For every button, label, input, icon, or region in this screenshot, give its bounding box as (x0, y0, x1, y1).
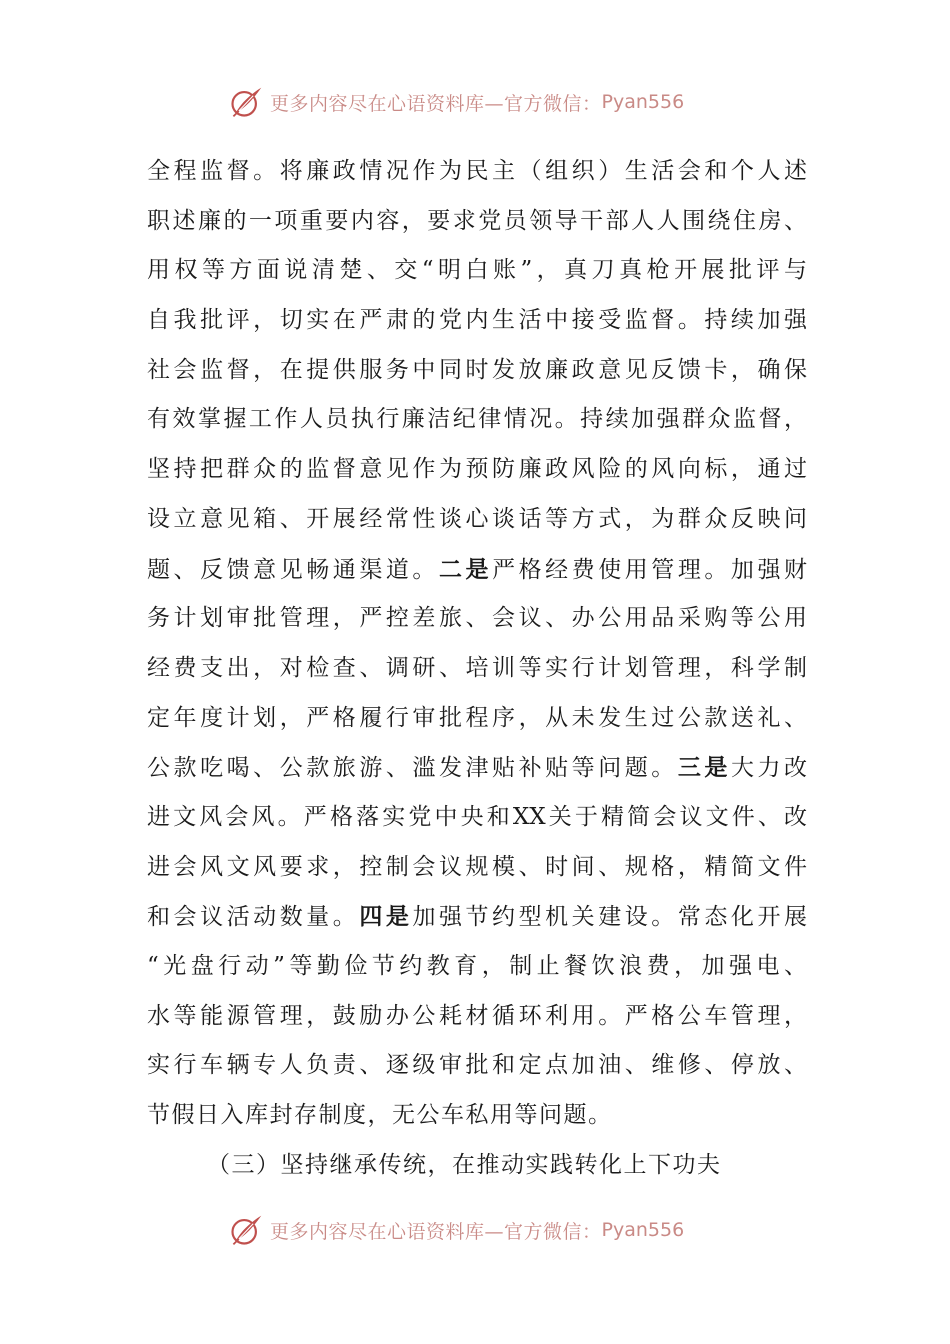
paragraph-line (147, 644, 807, 694)
paragraph-line (147, 296, 807, 346)
paragraph-line (147, 545, 807, 595)
text-segment: 进文风会风。严格落实党中央和XX关于精简会议文件、改 (147, 803, 807, 830)
text-segment: 经费支出，对检查、调研、培训等实行计划管理，科学制 (147, 654, 807, 681)
watermark-footer (228, 1210, 684, 1250)
paragraph-line (147, 992, 807, 1042)
watermark-wechat-id: Pyan556 (601, 91, 685, 113)
text-segment: 全程监督。将廉政情况作为民主（组织）生活会和个人述 (147, 158, 807, 184)
text-segment: 社会监督，在提供服务中同时发放廉政意见反馈卡，确保 (147, 356, 807, 383)
text-segment: 坚持把群众的监督意见作为预防廉政风险的风向标，通过 (147, 456, 807, 483)
text-segment: 水等能源管理，鼓励办公耗材循环利用。严格公车管理， (147, 1002, 807, 1029)
text-segment: 职述廉的一项重要内容，要求党员领导干部人人围绕住房、 (147, 207, 807, 234)
section-heading (147, 1141, 807, 1191)
bold-keyword: 四是 (359, 903, 413, 931)
quill-logo-icon (228, 84, 264, 120)
bold-keyword: 二是 (438, 555, 493, 583)
text-segment: 和会议活动数量。 (147, 904, 360, 931)
paragraph-line (147, 743, 807, 793)
paragraph-line (147, 445, 807, 495)
watermark-header (228, 82, 684, 122)
paragraph-line (147, 246, 807, 296)
paragraph-line (147, 346, 807, 396)
paragraph-line (147, 843, 807, 893)
watermark-text: 更多内容尽在心语资料库—官方微信： (270, 92, 602, 115)
text-segment: 实行车辆专人负责、逐级审批和定点加油、维修、停放、 (147, 1052, 807, 1079)
paragraph-line (147, 594, 807, 644)
paragraph-line (147, 892, 807, 942)
text-segment: 务计划审批管理，严控差旅、会议、办公用品采购等公用 (147, 605, 807, 632)
text-segment: 公款吃喝、公款旅游、滥发津贴补贴等问题。 (147, 755, 678, 782)
text-segment: 大力改 (730, 755, 808, 782)
quill-logo-icon (228, 1212, 264, 1248)
text-segment: 节假日入库封存制度，无公车私用等问题。 (147, 1102, 613, 1129)
watermark-text: 更多内容尽在心语资料库—官方微信： (270, 1220, 602, 1243)
text-segment: 加强节约型机关建设。常态化开展 (412, 904, 808, 931)
text-segment: 设立意见箱、开展经常性谈心谈话等方式，为群众反映问 (147, 505, 807, 532)
paragraph-line (147, 495, 807, 545)
watermark-wechat-id: Pyan556 (601, 1219, 685, 1241)
document-body (147, 147, 807, 1190)
paragraph-line (147, 1041, 807, 1091)
paragraph-line (147, 395, 807, 445)
paragraph-line (147, 942, 807, 992)
text-segment: 用权等方面说清楚、交“明白账”，真刀真枪开展批评与 (147, 257, 807, 284)
paragraph-line (147, 793, 807, 843)
paragraph-line (147, 197, 807, 247)
paragraph-line (147, 1091, 807, 1141)
text-segment: “光盘行动”等勤俭节约教育，制止餐饮浪费，加强电、 (147, 953, 807, 979)
text-segment: （三）坚持继承传统，在推动实践转化上下功夫 (207, 1151, 722, 1178)
text-segment: 有效掌握工作人员执行廉洁纪律情况。持续加强群众监督， (147, 406, 807, 433)
text-segment: 进会风文风要求，控制会议规模、时间、规格，精简文件 (147, 853, 807, 880)
paragraph-line (147, 694, 807, 744)
text-segment: 题、反馈意见畅通渠道。 (147, 556, 439, 583)
text-segment: 严格经费使用管理。加强财 (492, 556, 808, 583)
text-segment: 自我批评，切实在严肃的党内生活中接受监督。持续加强 (147, 307, 807, 334)
bold-keyword: 三是 (677, 754, 731, 782)
paragraph-line (147, 147, 807, 197)
text-segment: 定年度计划，严格履行审批程序，从未发生过公款送礼、 (147, 704, 807, 731)
